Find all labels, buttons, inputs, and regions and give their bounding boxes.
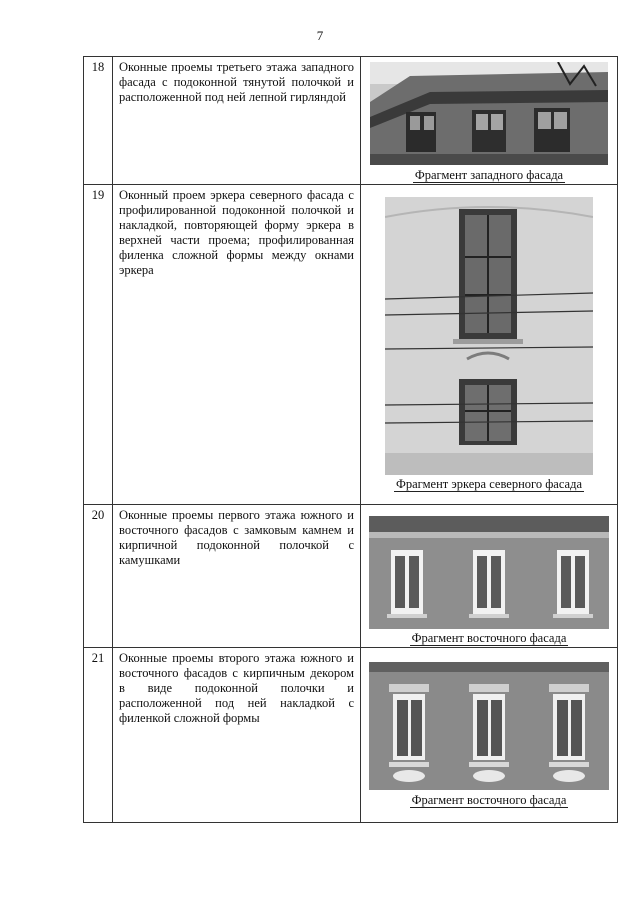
photo-caption: Фрагмент эркера северного фасада bbox=[395, 477, 583, 491]
row-number: 18 bbox=[84, 57, 113, 185]
table-row bbox=[84, 185, 618, 505]
table-row bbox=[84, 505, 618, 648]
row-photo-cell bbox=[361, 185, 618, 505]
row-number: 21 bbox=[84, 648, 113, 823]
photo-caption: Фрагмент западного фасада bbox=[414, 168, 564, 182]
row-description: Оконный проем эркера северного фасада с профилированной подоконной полочкой и накладкой, повторяющей форму эркера в верхней части проема; профилированная филенка сложной формы между окнами эркера bbox=[113, 185, 361, 505]
north-facade-bay-photo bbox=[385, 197, 593, 475]
west-facade-photo bbox=[370, 62, 608, 165]
row-description: Оконные проемы третьего этажа западного фасада с подоконной тянутой полочкой и расположенной под ней лепной гирляндой bbox=[113, 57, 361, 185]
east-facade-second-floor-photo bbox=[369, 662, 609, 790]
page-number: 7 bbox=[316, 28, 324, 43]
row-photo-cell bbox=[361, 57, 618, 185]
photo-caption: Фрагмент восточного фасада bbox=[411, 793, 567, 807]
facade-elements-table bbox=[83, 56, 618, 823]
east-facade-first-floor-photo bbox=[369, 516, 609, 629]
row-photo-cell bbox=[361, 648, 618, 823]
table-row bbox=[84, 648, 618, 823]
photo-caption: Фрагмент восточного фасада bbox=[411, 631, 567, 645]
row-number: 20 bbox=[84, 505, 113, 648]
row-description: Оконные проемы второго этажа южного и восточного фасадов с кирпичным декором в виде подоконной полочки и расположенной под ней накладкой с филенкой сложной формы bbox=[113, 648, 361, 823]
table-row bbox=[84, 57, 618, 185]
row-description: Оконные проемы первого этажа южного и восточного фасадов с замковым камнем и кирпичной подоконной полочкой с камушками bbox=[113, 505, 361, 648]
row-number: 19 bbox=[84, 185, 113, 505]
row-photo-cell bbox=[361, 505, 618, 648]
